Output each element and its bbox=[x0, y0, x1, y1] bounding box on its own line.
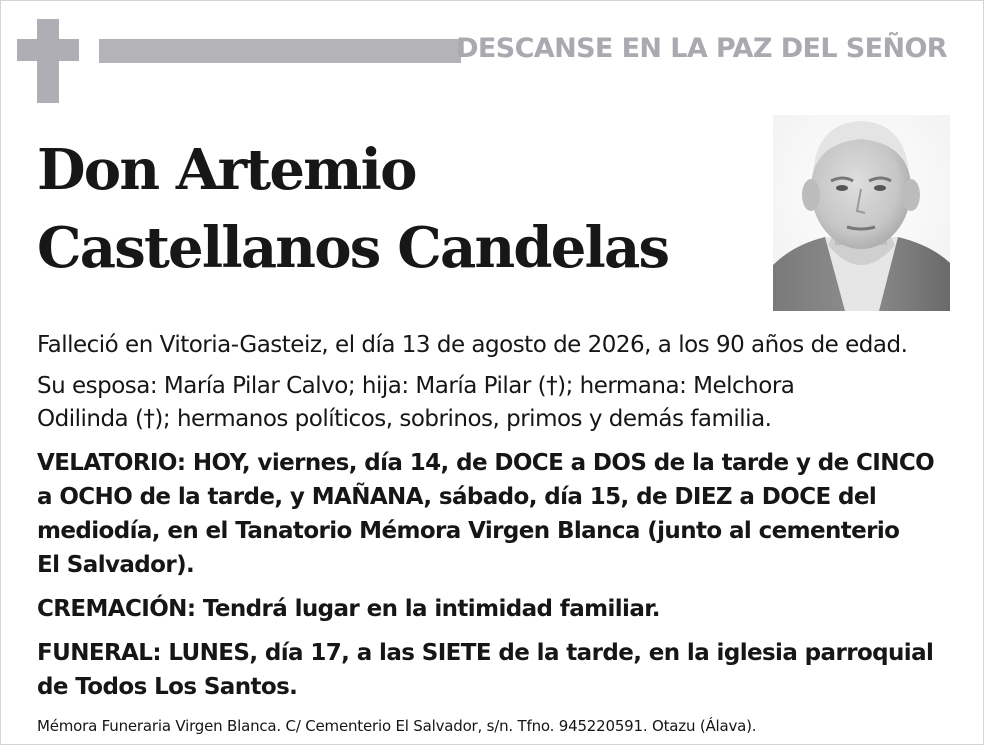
family-line-1: Su esposa: María Pilar Calvo; hija: María Pilar (†); hermana: Melchora bbox=[37, 373, 795, 399]
name-line-1: Don Artemio bbox=[37, 137, 416, 203]
cremacion-line: CREMACIÓN: Tendrá lugar en la intimidad familiar. bbox=[37, 596, 660, 622]
velatorio-line-4: El Salvador). bbox=[37, 552, 195, 578]
funeral-line-1: FUNERAL: LUNES, día 17, a las SIETE de la tarde, en la iglesia parroquial bbox=[37, 640, 934, 666]
velatorio-line-2: a OCHO de la tarde, y MAÑANA, sábado, día 15, de DIEZ a DOCE del bbox=[37, 484, 877, 510]
header-tagline: DESCANSE EN LA PAZ DEL SEÑOR bbox=[456, 33, 947, 64]
family-line-2: Odilinda (†); hermanos políticos, sobrinos, primos y demás familia. bbox=[37, 406, 772, 432]
deceased-name bbox=[37, 131, 668, 287]
death-statement: Falleció en Vitoria-Gasteiz, el día 13 de agosto de 2026, a los 90 años de edad. bbox=[37, 332, 908, 358]
funeral-line-2: de Todos Los Santos. bbox=[37, 674, 298, 700]
header-band bbox=[99, 39, 461, 63]
name-line-2: Castellanos Candelas bbox=[37, 215, 669, 281]
funeraria-footer: Mémora Funeraria Virgen Blanca. C/ Cementerio El Salvador, s/n. Tfno. 945220591. Otazu (Álava). bbox=[37, 717, 757, 735]
velatorio-line-1: VELATORIO: HOY, viernes, día 14, de DOCE a DOS de la tarde y de CINCO bbox=[37, 450, 935, 476]
velatorio-line-3: mediodía, en el Tanatorio Mémora Virgen Blanca (junto al cementerio bbox=[37, 518, 900, 544]
notice-body bbox=[37, 329, 957, 736]
portrait-photo bbox=[773, 115, 950, 311]
cross-icon bbox=[17, 19, 79, 103]
